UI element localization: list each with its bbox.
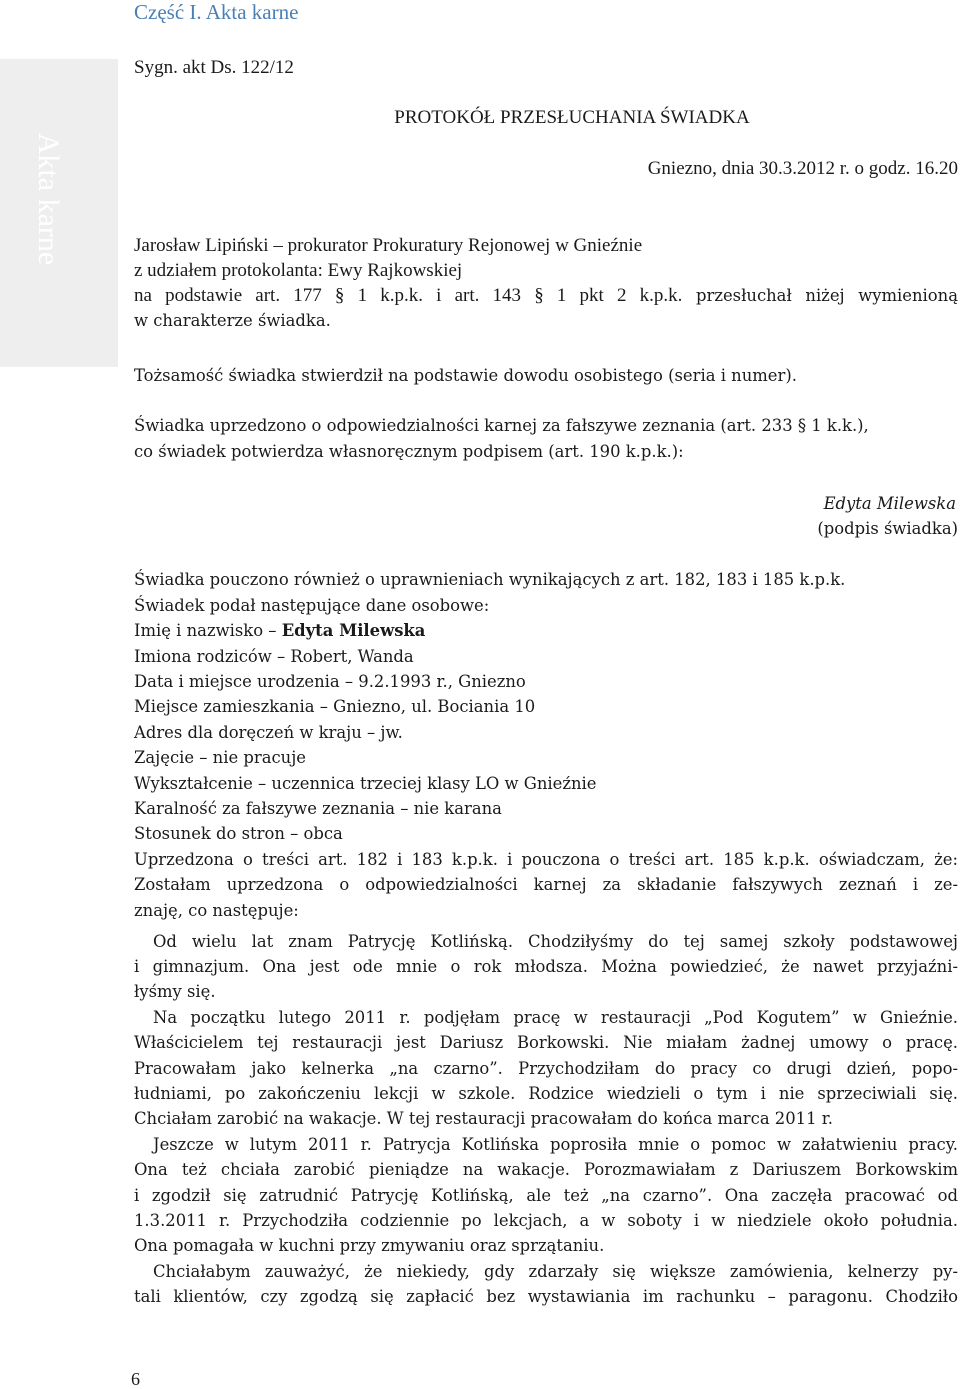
testimony-line: Od wielu lat znam Patrycję Kotlińską. Chodziłyśmy do tej samej szkoły podstawowej — [153, 932, 958, 951]
testimony-line: Na początku lutego 2011 r. podjęłam pracę w restauracji „Pod Kogutem” w Gnieźnie. — [153, 1008, 958, 1027]
place-date: Gniezno, dnia 30.3.2012 r. o godz. 16.20 — [647, 158, 958, 179]
rights-statement: Świadka pouczono również o uprawnieniach wynikających z art. 182, 183 i 185 k.p.k. — [134, 570, 846, 589]
intro-line: w charakterze świadka. — [134, 311, 331, 330]
identity-statement: Tożsamość świadka stwierdził na podstawie dowodu osobistego (seria i numer). — [134, 366, 797, 385]
case-reference: Sygn. akt Ds. 122/12 — [134, 57, 294, 78]
intro-line: z udziałem protokolanta: Ewy Rajkowskiej — [134, 260, 463, 281]
warning-line: Świadka uprzedzono o odpowiedzialności karnej za fałszywe zeznania (art. 233 § 1 k.k.), — [134, 416, 869, 435]
testimony-line: Ona pomagała w kuchni przy zmywaniu oraz sprzątaniu. — [134, 1236, 605, 1255]
intro-line: Jarosław Lipiński – prokurator Prokuratury Rejonowej w Gnieźnie — [134, 235, 643, 256]
testimony-line: Chciałam zarobić na wakacje. W tej restauracji pracowałam do końca marca 2011 r. — [134, 1109, 833, 1128]
section-tab-label: Akta karne — [32, 132, 65, 266]
personal-data-line: Wykształcenie – uczennica trzeciej klasy LO w Gnieźnie — [134, 774, 597, 793]
signature-name: Edyta Milewska — [823, 494, 956, 513]
page-number: 6 — [131, 1369, 140, 1389]
intro-line: na podstawie art. 177 § 1 k.p.k. i art. 143 § 1 pkt 2 k.p.k. przesłuchał niżej wymienioną — [134, 285, 958, 306]
personal-name-label: Imię i nazwisko – — [134, 621, 282, 640]
personal-name — [134, 619, 425, 643]
personal-data-line: Miejsce zamieszkania – Gniezno, ul. Bociania 10 — [134, 697, 536, 716]
personal-name-value: Edyta Milewska — [281, 621, 426, 640]
testimony-line: łyśmy się. — [134, 982, 216, 1001]
personal-data-line: Uprzedzona o treści art. 182 i 183 k.p.k. i pouczona o treści art. 185 k.p.k. oświadczam, że: — [134, 850, 958, 869]
testimony-line: Właścicielem tej restauracji jest Dariusz Borkowski. Nie miałam żadnej umowy o pracę. — [134, 1033, 958, 1052]
testimony-line: Jeszcze w lutym 2011 r. Patrycja Kotlińska poprosiła mnie o pomoc w załatwieniu pracy. — [153, 1135, 958, 1154]
personal-data-line: Karalność za fałszywe zeznania – nie karana — [134, 799, 502, 818]
testimony-line: Chciałabym zauważyć, że niekiedy, gdy zdarzały się większe zamówienia, kelnerzy py- — [153, 1262, 958, 1281]
section-tab — [0, 59, 118, 367]
personal-data-line: Zostałam uprzedzona o odpowiedzialności karnej za składanie fałszywych zeznań i ze- — [134, 875, 958, 894]
testimony-line: łudniami, po zakończeniu lekcji w szkole. Rodzice wiedzieli o tym i nie sprzeciwiali się. — [134, 1084, 958, 1103]
personal-data-line: znaję, co następuje: — [134, 901, 299, 920]
personal-data-line: Data i miejsce urodzenia – 9.2.1993 r., Gniezno — [134, 672, 526, 691]
personal-data-line: Zajęcie – nie pracuje — [134, 748, 307, 767]
testimony-line: 1.3.2011 r. Przychodziła codziennie po lekcjach, a w soboty i w niedziele około południa. — [134, 1211, 958, 1230]
testimony-line: i gimnazjum. Ona jest ode mnie o rok młodsza. Można powiedzieć, że nawet przyjaźni- — [134, 957, 958, 976]
testimony-line: i zgodził się zatrudnić Patrycję Kotlińską, ale też „na czarno”. Ona zaczęła pracować od — [134, 1186, 958, 1205]
personal-data-line: Imiona rodziców – Robert, Wanda — [134, 647, 414, 666]
personal-data-line: Adres dla doręczeń w kraju – jw. — [134, 723, 403, 742]
personal-data-line: Stosunek do stron – obca — [134, 824, 343, 843]
signature-label: (podpis świadka) — [817, 519, 958, 538]
running-head: Część I. Akta karne — [134, 0, 299, 24]
personal-data-intro: Świadek podał następujące dane osobowe: — [134, 596, 490, 615]
warning-line: co świadek potwierdza własnoręcznym podpisem (art. 190 k.p.k.): — [134, 442, 684, 461]
testimony-line: Ona też chciała zarobić pieniądze na wakacje. Porozmawiałam z Dariuszem Borkowskim — [134, 1160, 958, 1179]
testimony-line: tali klientów, czy zgodzą się zapłacić bez wystawiania im rachunku – paragonu. Chodziło — [134, 1287, 958, 1306]
document-title: PROTOKÓŁ PRZESŁUCHANIA ŚWIADKA — [394, 107, 750, 128]
testimony-line: Pracowałam jako kelnerka „na czarno”. Przychodziłam do pracy co drugi dzień, popo- — [134, 1059, 958, 1078]
